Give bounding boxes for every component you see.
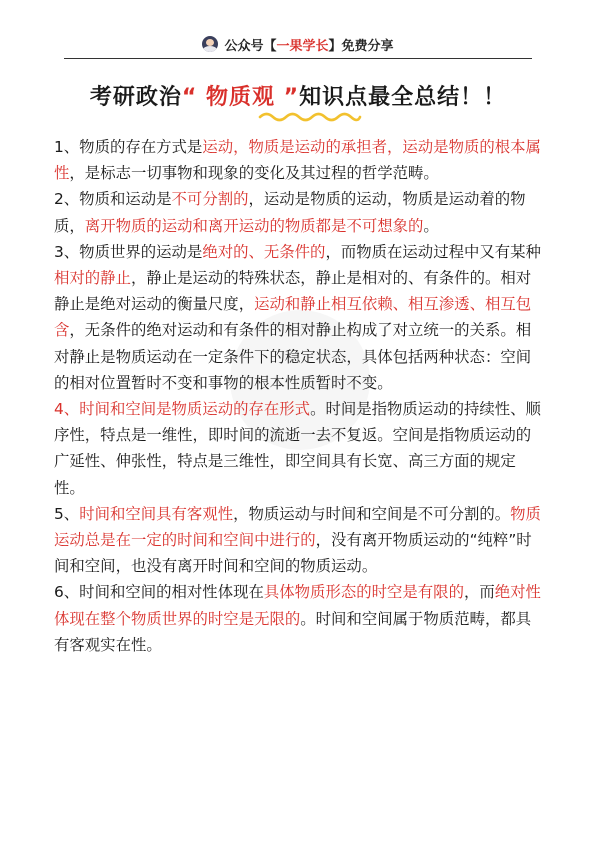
paragraph-3 <box>54 239 544 396</box>
title-highlight: “ 物质观 ” <box>181 85 300 110</box>
highlighted-text: 离开物质的运动和离开运动的物质都是不可想象的 <box>84 216 424 235</box>
header-bracket-open: 【 <box>263 38 277 54</box>
body-text: 3、物质世界的运动是 <box>54 242 203 261</box>
body-text: 1、物质的存在方式是 <box>54 138 203 156</box>
body-text: 5、 <box>54 504 80 523</box>
body-text: ，是标志一切事物和现象的变化及其过程的哲学范畴。 <box>69 164 439 183</box>
highlighted-text: 运动和静止相互依赖、相互渗透、相互包含 <box>54 295 532 340</box>
highlighted-text: 时间和空间是物质运动的存在形式 <box>79 400 311 419</box>
content-body <box>54 134 544 658</box>
body-text: ，静止是运动的特殊状态，静止是相对的、有条件的。相对静止是绝对运动的衡量尺度， <box>54 269 532 314</box>
title-prefix: 考研政治 <box>89 85 182 110</box>
body-text: ，运动是物质的运动，物质是运动着的物质， <box>54 190 526 235</box>
header-divider <box>64 58 532 59</box>
paragraph-4 <box>54 396 544 501</box>
body-text: ，物质运动与时间和空间是不可分割的。 <box>233 504 511 523</box>
paragraph-2 <box>54 186 544 238</box>
body-text: ，无条件的绝对运动和有条件的相对静止构成了对立统一的关系。相对静止是物质运动在一定条件下的稳定状态，具体包括两种状态：空间的相对位置暂时不变和事物的根本性质暂时不变。 <box>54 321 532 392</box>
highlighted-text: 时间和空间具有客观性 <box>79 504 234 523</box>
highlighted-text: 相对的静止 <box>54 269 131 288</box>
body-text: 。 <box>423 216 439 235</box>
highlighted-text: 不可分割的 <box>171 190 249 209</box>
page-title <box>0 80 596 111</box>
paragraph-1 <box>54 134 544 186</box>
body-text: ，而物质在运动过程中又有某种 <box>325 242 541 261</box>
title-underline-squiggle <box>258 110 362 122</box>
avatar-icon <box>202 36 218 52</box>
page-header <box>0 30 596 58</box>
header-account-prefix: 公众号 <box>224 38 264 54</box>
header-brand: 一果学长 <box>276 38 329 54</box>
body-text: 6、时间和空间的相对性体现在 <box>54 583 264 602</box>
body-text: 。时间是指物质运动的持续性、顺序性，特点是一维性，即时间的流逝一去不复返。空间是指物质运动的广延性、伸张性，特点是三维性，即空间具有长宽、高三方面的规定性。 <box>54 400 541 497</box>
title-suffix: 知识点最全总结！！ <box>299 85 507 110</box>
body-text: ，没有离开物质运动的“纯粹”时间和空间，也没有离开时间和空间的物质运动。 <box>54 531 532 576</box>
highlighted-text: 绝对性体现在整个物质世界的时空是无限的 <box>54 583 541 628</box>
paragraph-5 <box>54 501 544 580</box>
body-text: ，而 <box>463 583 495 602</box>
body-text: 。时间和空间属于物质范畴，都具有客观实在性。 <box>54 609 532 654</box>
body-text: 2、物质和运动是 <box>54 190 172 209</box>
highlighted-text: 绝对的、无条件的 <box>202 242 326 261</box>
highlighted-text: 运动，物质是运动的承担者，运动是物质的根本属性 <box>54 138 541 183</box>
header-suffix: 免费分享 <box>341 38 394 54</box>
highlighted-text: 物质运动总是在一定的时间和空间中进行的 <box>54 504 541 550</box>
highlighted-text: 具体物质形态的时空是有限的 <box>263 583 464 602</box>
paragraph-6 <box>54 579 544 658</box>
header-bracket-close: 】 <box>328 38 342 54</box>
highlighted-text: 4、 <box>54 400 80 419</box>
